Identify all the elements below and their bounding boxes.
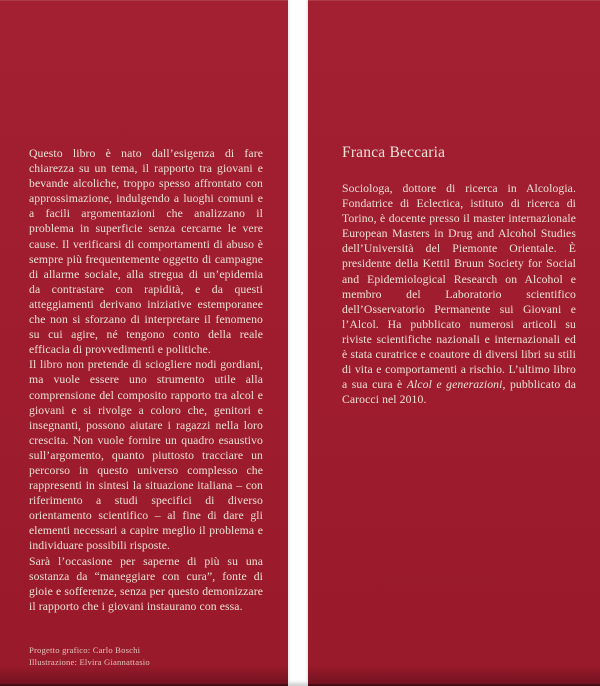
author-name: Franca Beccaria [342, 144, 446, 161]
spine-gap [288, 0, 308, 686]
right-jacket-flap [308, 0, 600, 686]
graphic-design-credit: Progetto grafico: Carlo Boschi [29, 645, 141, 655]
author-bio-block [342, 181, 576, 407]
bio-book-title: Alcol e generazioni [406, 378, 503, 392]
author-bio [342, 181, 576, 407]
synopsis-paragraph-3: Sarà l’occasione per saperne di più su una sostanza da “maneggiare con cura”, fonte di gioie e sofferenze, senza per questo demonizzare il rapporto che i giovani instaurano con essa. [29, 554, 263, 613]
synopsis-paragraph-2: Il libro non pretende di sciogliere nodi gordiani, ma vuole essere uno strumento utile alla comprensione del composito rapporto tra alcol e giovani e si rivolge a coloro che, genitori e insegnanti, possono aiutare i ragazzi nella loro crescita. Non vuole fornire un quadro esaustivo sull’argomento, quanto piuttosto tracciare un percorso in questo universo complesso che rappresenti in sintesi la situazione italiana – con riferimento a studi specifici di diverso orientamento scientifico – al fine di dare gli elementi necessari a capire meglio il problema e individuare possibili risposte. [29, 358, 263, 553]
synopsis-text-block [29, 146, 263, 614]
illustration-credit: Illustrazione: Elvira Giannattasio [29, 657, 150, 667]
bio-text-before: Sociologa, dottore di ricerca in Alcologia. Fondatrice di Eclectica, istituto di ricerca di Torino, è docente presso il master internazionale European Masters in Drug and Alcohol Studies dell’Università del Piemonte Orientale. È presidente della Kettil Bruun Society for Social and Epidemiological Research on Alcohol e membro del Laboratorio scientifico dell’Osservatorio Permanente sui Giovani e l’Alcol. Ha pubblicato numerosi articoli su riviste scientifiche nazionali e internazionali ed è stata curatrice e coautore di diversi libri su stili di vita e comportamenti a rischio. L’ultimo libro a sua cura è [342, 182, 576, 392]
colophon-credits [29, 644, 150, 668]
bio-text-after: , pubblicato da Carocci nel 2010. [342, 378, 576, 407]
left-jacket-flap [0, 0, 288, 686]
synopsis-paragraph-1: Questo libro è nato dall’esigenza di fare chiarezza su un tema, il rapporto tra giovani e bevande alcoliche, troppo spesso affrontato con approssimazione, indulgendo a luoghi comuni e a facili argomentazioni che analizzano il problema in superficie senza cercarne le vere cause. Il verificarsi di comportamenti di abuso è sempre più frequentemente oggetto di campagne di allarme sociale, alla stregua di un’epidemia da contrastare con rapidità, e da questi atteggiamenti derivano iniziative estemporanee che non si sforzano di interpretare il fenomeno su cui agire, né tengono conto della reale efficacia di provvedimenti e politiche. [29, 147, 263, 357]
